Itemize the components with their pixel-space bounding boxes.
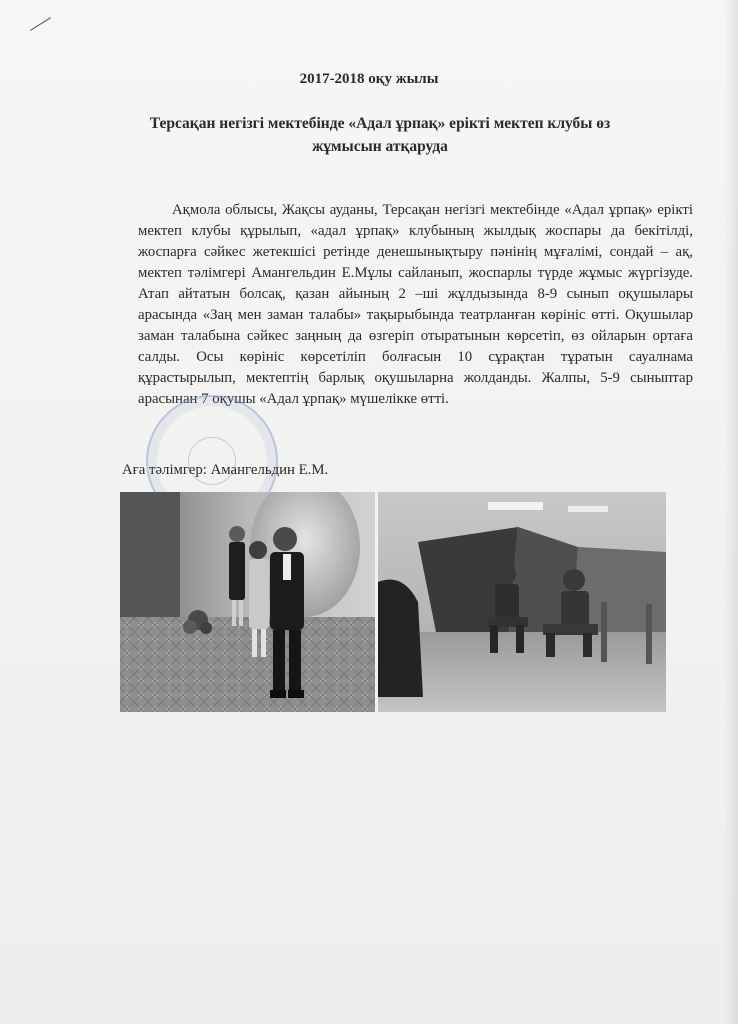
stage-photo-image: [378, 492, 666, 712]
performance-photo-image: [120, 492, 375, 712]
page-edge-shadow: [724, 0, 738, 1024]
signature-line: Аға тәлімгер: Амангельдин Е.М.: [122, 462, 329, 478]
body-paragraph: Ақмола облысы, Жақсы ауданы, Терсақан негізгі мектебінде «Адал ұрпақ» ерікті мектеп клубы құрылып, «адал ұрпақ» клубының жылдық жоспары да бекітілді, жоспарға сәйкес жетекшісі ретінде денешынықтыру пәнінің мұғалімі, сондай – ақ, мектеп тәлімгері Амангельдин Е.Мұлы сайланып, жоспарлы түрде жұмыс жүргізуде. Атап айтатын болсақ, қазан айының 2 –ші жұлдызында 8-9 сынып оқушылары арасында «Заң мен заман талабы» тақырыбында театрланған көрініс өтті. Оқушылар заман талабына сәйкес заңның да өзгеріп отыратынын көрсетіп, өз ойларын ортаға салды. Осы көрініс көрсетіліп болғасын 10 сұрақтан тұратын сауалнама құрастырылып, мектептің барлық оқушыларна жолданды. Жалпы, 5-9 сыныптар арасынан 7 оқушы «Адал ұрпақ» мүшелікке өтті.: [138, 202, 693, 407]
performance-photo: [120, 492, 375, 712]
academic-year-heading: 2017-2018 оқу жылы: [299, 71, 439, 87]
pen-mark: [30, 17, 57, 41]
stage-photo: [378, 492, 666, 712]
document-title: Терсақан негізгі мектебінде «Адал ұрпақ» ерікті мектеп клубы өз жұмысын атқаруда: [149, 115, 611, 155]
